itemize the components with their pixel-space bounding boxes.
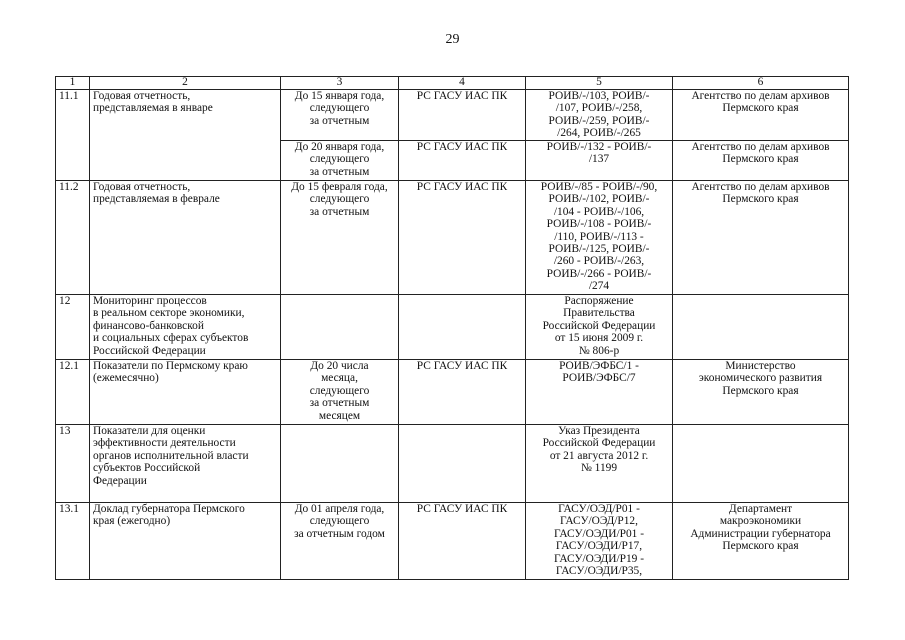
row-number: 13	[56, 425, 90, 503]
agency-cell: Агентство по делам архивов Пермского края	[673, 90, 849, 141]
col-header-3: 3	[281, 77, 399, 90]
deadline-cell: До 20 числа месяца, следующего за отчетным месяцем	[281, 360, 399, 425]
row-number: 12.1	[56, 360, 90, 425]
deadline-cell: До 01 апреля года, следующего за отчетным годом	[281, 503, 399, 580]
page-number: 29	[445, 32, 460, 47]
indicator-name: Показатели для оценки эффективности деятельности органов исполнительной власти субъектов Российской Федерации	[90, 425, 281, 503]
agency-cell	[673, 295, 849, 360]
table-row	[56, 295, 849, 360]
row-number: 11.2	[56, 181, 90, 295]
table-row	[56, 181, 849, 295]
indicator-name: Доклад губернатора Пермского края (ежегодно)	[90, 503, 281, 580]
row-number: 12	[56, 295, 90, 360]
col-header-4: 4	[399, 77, 526, 90]
indicator-name: Годовая отчетность, представляемая в январе	[90, 90, 281, 181]
table-row	[56, 90, 849, 141]
row-number: 13.1	[56, 503, 90, 580]
forms-cell: РОИВ/-/132 - РОИВ/- /137	[526, 141, 673, 181]
col-header-6: 6	[673, 77, 849, 90]
forms-cell: РОИВ/-/103, РОИВ/- /107, РОИВ/-/258, РОИВ/-/259, РОИВ/- /264, РОИВ/-/265	[526, 90, 673, 141]
table-row	[56, 360, 849, 425]
deadline-cell	[281, 295, 399, 360]
indicator-name: Показатели по Пермскому краю (ежемесячно)	[90, 360, 281, 425]
deadline-cell	[281, 425, 399, 503]
system-cell: РС ГАСУ ИАС ПК	[399, 503, 526, 580]
agency-cell: Агентство по делам архивов Пермского края	[673, 141, 849, 181]
deadline-cell: До 15 января года, следующего за отчетным	[281, 90, 399, 141]
system-cell: РС ГАСУ ИАС ПК	[399, 141, 526, 181]
forms-cell: РОИВ/-/85 - РОИВ/-/90, РОИВ/-/102, РОИВ/- /104 - РОИВ/-/106, РОИВ/-/108 - РОИВ/- /110, РОИВ/-/113 - РОИВ/-/125, РОИВ/- /260 - РОИВ/-/263, РОИВ/-/266 - РОИВ/- /274	[526, 181, 673, 295]
col-header-1: 1	[56, 77, 90, 90]
header-row	[56, 77, 849, 90]
system-cell: РС ГАСУ ИАС ПК	[399, 360, 526, 425]
row-number: 11.1	[56, 90, 90, 181]
agency-cell: Министерство экономического развития Пермского края	[673, 360, 849, 425]
system-cell: РС ГАСУ ИАС ПК	[399, 181, 526, 295]
reporting-table	[55, 76, 849, 580]
forms-cell: ГАСУ/ОЭД/Р01 - ГАСУ/ОЭД/Р12, ГАСУ/ОЭДИ/Р01 - ГАСУ/ОЭДИ/Р17, ГАСУ/ОЭДИ/Р19 - ГАСУ/ОЭДИ/Р35,	[526, 503, 673, 580]
system-cell	[399, 425, 526, 503]
table-row	[56, 425, 849, 503]
agency-cell: Департамент макроэкономики Администрации губернатора Пермского края	[673, 503, 849, 580]
deadline-cell: До 15 февраля года, следующего за отчетным	[281, 181, 399, 295]
indicator-name: Годовая отчетность, представляемая в феврале	[90, 181, 281, 295]
table-row	[56, 503, 849, 580]
col-header-5: 5	[526, 77, 673, 90]
agency-cell: Агентство по делам архивов Пермского края	[673, 181, 849, 295]
deadline-cell: До 20 января года, следующего за отчетным	[281, 141, 399, 181]
legal-basis-cell: Указ Президента Российской Федерации от 21 августа 2012 г. № 1199	[526, 425, 673, 503]
forms-cell: РОИВ/ЭФБС/1 - РОИВ/ЭФБС/7	[526, 360, 673, 425]
col-header-2: 2	[90, 77, 281, 90]
legal-basis-cell: Распоряжение Правительства Российской Федерации от 15 июня 2009 г. № 806-р	[526, 295, 673, 360]
agency-cell	[673, 425, 849, 503]
indicator-name: Мониторинг процессов в реальном секторе экономики, финансово-банковской и социальных сферах субъектов Российской Федерации	[90, 295, 281, 360]
system-cell: РС ГАСУ ИАС ПК	[399, 90, 526, 141]
system-cell	[399, 295, 526, 360]
